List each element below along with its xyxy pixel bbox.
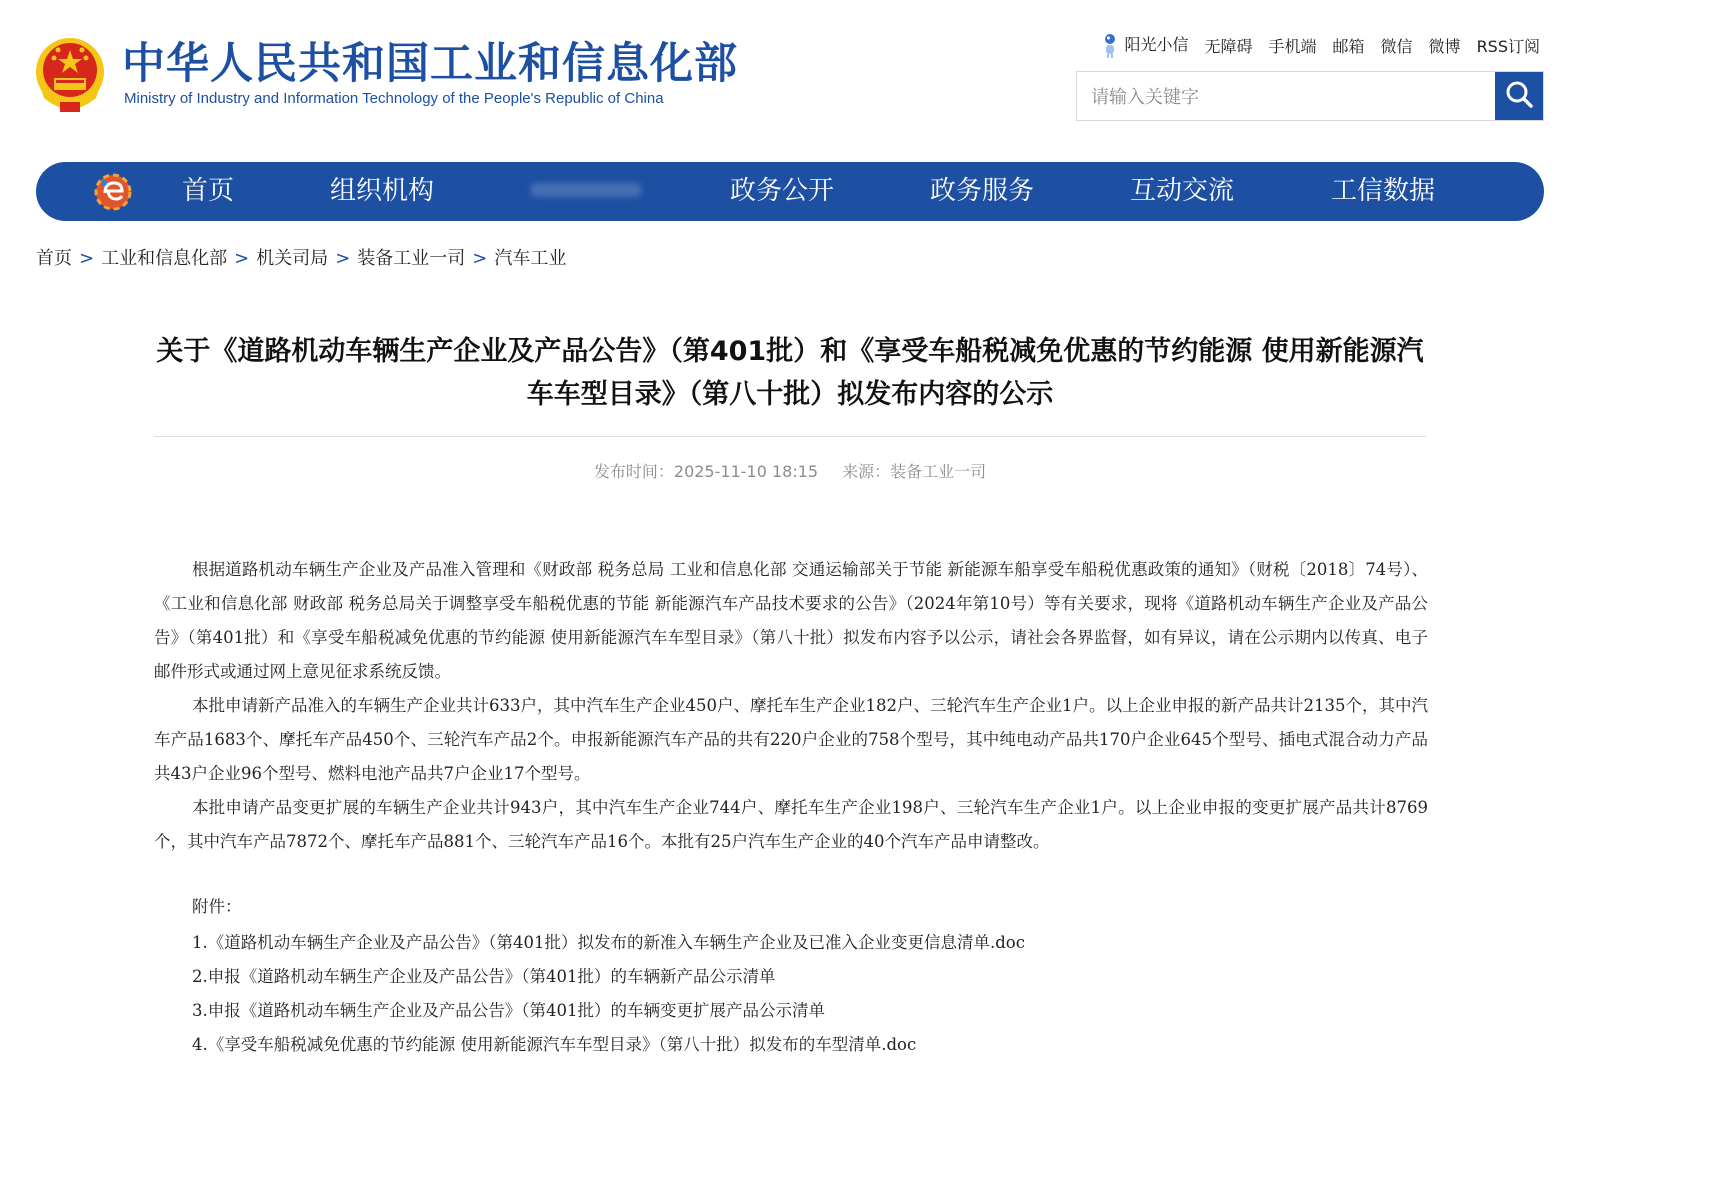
attachments-label: 附件： <box>192 897 242 916</box>
breadcrumb-automotive[interactable]: 汽车工业 <box>494 248 567 269</box>
attachment-link[interactable]: 4.《享受车船税减免优惠的节约能源 使用新能源汽车车型目录》（第八十批）拟发布的车型清单.doc <box>192 1035 917 1054</box>
article-title: 关于《道路机动车辆生产企业及产品公告》（第401批）和《享受车船税减免优惠的节约能源 使用新能源汽车车型目录》（第八十批）拟发布内容的公示 <box>156 336 1424 410</box>
article-source: 来源：装备工业一司 <box>842 462 987 481</box>
nav-blurred-item <box>530 183 642 197</box>
breadcrumb-ministry[interactable]: 工业和信息化部 <box>101 248 228 269</box>
breadcrumb-separator: > <box>335 248 351 269</box>
nav-organization[interactable]: 组织机构 <box>330 176 435 206</box>
site-subtitle: Ministry of Industry and Information Technology of the People's Republic of China <box>124 90 664 107</box>
top-links <box>1102 32 1540 59</box>
breadcrumb <box>36 244 566 270</box>
breadcrumb-equipment-dept[interactable]: 装备工业一司 <box>357 248 466 269</box>
attachment-link[interactable]: 1.《道路机动车辆生产企业及产品公告》（第401批）拟发布的新准入车辆生产企业及已准入企业变更信息清单.doc <box>192 933 1025 952</box>
nav-government-services[interactable]: 政务服务 <box>930 176 1035 206</box>
publish-time: 发布时间：2025-11-10 18:15 <box>593 462 819 481</box>
search-icon <box>1504 79 1534 113</box>
national-emblem-icon <box>34 36 106 114</box>
breadcrumb-separator: > <box>79 248 95 269</box>
search-input[interactable] <box>1089 72 1493 122</box>
nav-home[interactable]: 首页 <box>182 176 235 206</box>
search-button[interactable] <box>1495 72 1543 120</box>
attachments-list <box>192 926 1025 1062</box>
article-body <box>154 553 1428 859</box>
miit-logo-icon[interactable] <box>94 173 132 211</box>
nav-data[interactable]: 工信数据 <box>1331 176 1436 206</box>
article-meta <box>154 459 1426 482</box>
site-title[interactable]: 中华人民共和国工业和信息化部 <box>122 39 738 89</box>
breadcrumb-departments[interactable]: 机关司局 <box>256 248 329 269</box>
top-link-rss[interactable]: RSS订阅 <box>1476 36 1540 56</box>
nav-public-affairs[interactable]: 政务公开 <box>730 176 835 206</box>
attachment-link[interactable]: 3.申报《道路机动车辆生产企业及产品公告》（第401批）的车辆变更扩展产品公示清单 <box>192 1001 825 1020</box>
nav-interaction[interactable]: 互动交流 <box>1130 176 1235 206</box>
article-paragraph: 本批申请新产品准入的车辆生产企业共计633户，其中汽车生产企业450户、摩托车生产企业182户、三轮汽车生产企业1户。以上企业申报的新产品共计2135个，其中汽车产品1683个、摩托车产品450个、三轮汽车产品2个。申报新能源汽车产品的共有220户企业的758个型号，其中纯电动产品共170户企业645个型号、插电式混合动力产品共43户企业96个型号、燃料电池产品共7户企业17个型号。 <box>154 696 1428 783</box>
top-link-mail[interactable]: 邮箱 <box>1332 36 1365 56</box>
search-box <box>1076 71 1544 121</box>
breadcrumb-home[interactable]: 首页 <box>36 248 72 269</box>
breadcrumb-separator: > <box>234 248 250 269</box>
title-divider <box>154 436 1426 437</box>
main-nav <box>36 162 1544 221</box>
top-link-label: 阳光小信 <box>1124 35 1189 54</box>
top-link-weibo[interactable]: 微博 <box>1428 36 1461 56</box>
top-link-accessibility[interactable]: 无障碍 <box>1204 36 1253 56</box>
robot-icon <box>1102 33 1118 59</box>
top-link-sunshine[interactable] <box>1102 32 1188 59</box>
article-paragraph: 本批申请产品变更扩展的车辆生产企业共计943户，其中汽车生产企业744户、摩托车生产企业198户、三轮汽车生产企业1户。以上企业申报的变更扩展产品共计8769个，其中汽车产品7872个、摩托车产品881个、三轮汽车产品16个。本批有25户汽车生产企业的40个汽车产品申请整改。 <box>154 798 1428 851</box>
attachment-link[interactable]: 2.申报《道路机动车辆生产企业及产品公告》（第401批）的车辆新产品公示清单 <box>192 967 776 986</box>
breadcrumb-separator: > <box>472 248 488 269</box>
top-link-wechat[interactable]: 微信 <box>1380 36 1413 56</box>
article-paragraph: 根据道路机动车辆生产企业及产品准入管理和《财政部 税务总局 工业和信息化部 交通运输部关于节能 新能源车船享受车船税优惠政策的通知》（财税〔2018〕74号）、《工业和信息化部 财政部 税务总局关于调整享受车船税优惠的节能 新能源汽车产品技术要求的公告》（2024年第10号）等有关要求，现将《道路机动车辆生产企业及产品公告》（第401批）和《享受车船税减免优惠的节约能源 使用新能源汽车车型目录》（第八十批）拟发布内容予以公示，请社会各界监督，如有异议，请在公示期内以传真、电子邮件形式或通过网上意见征求系统反馈。 <box>154 560 1428 681</box>
top-link-mobile[interactable]: 手机端 <box>1268 36 1317 56</box>
